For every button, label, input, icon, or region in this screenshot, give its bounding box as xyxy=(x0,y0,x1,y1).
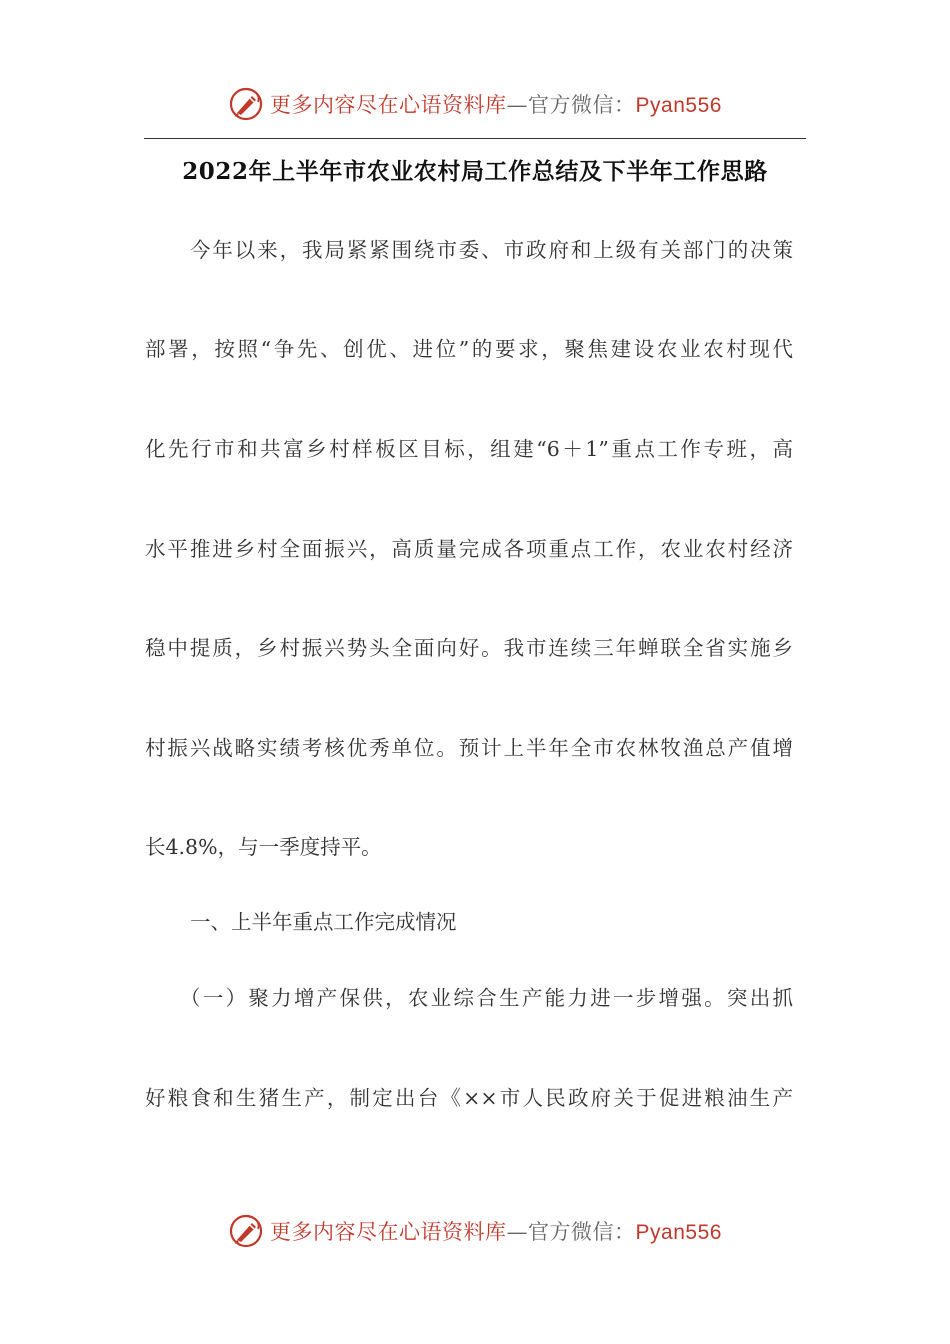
paragraph-line: 村振兴战略实绩考核优秀单位。预计上半年全市农林牧渔总产值增 xyxy=(145,736,793,760)
header-brand-wechat: 官方微信： xyxy=(528,93,636,117)
header-divider xyxy=(144,138,806,139)
header-brand-dash: — xyxy=(506,93,529,117)
header-brand-text xyxy=(270,89,722,119)
header-brand-main: 更多内容尽在心语资料库 xyxy=(270,93,507,117)
paragraph-line: 稳中提质，乡村振兴势头全面向好。我市连续三年蝉联全省实施乡 xyxy=(145,636,793,660)
footer-brand-text xyxy=(270,1216,722,1246)
paragraph-line: 水平推进乡村全面振兴，高质量完成各项重点工作，农业农村经济 xyxy=(145,537,793,561)
footer-brand-dash: — xyxy=(506,1220,529,1244)
paragraph-line: 化先行市和共富乡村样板区目标，组建“6＋1”重点工作专班，高 xyxy=(145,437,793,461)
pen-nib-logo-icon xyxy=(228,86,264,122)
footer-brand xyxy=(0,1211,950,1251)
document-title: 2022年上半年市农业农村局工作总结及下半年工作思路 xyxy=(182,158,768,185)
section-heading: 一、上半年重点工作完成情况 xyxy=(190,910,457,934)
footer-brand-id: Pyan556 xyxy=(635,1221,722,1244)
paragraph-line: （一）聚力增产保供，农业综合生产能力进一步增强。突出抓 xyxy=(180,986,793,1010)
pen-nib-logo-icon xyxy=(228,1213,264,1249)
paragraph-line: 好粮食和生猪生产，制定出台《××市人民政府关于促进粮油生产 xyxy=(145,1086,793,1110)
header-brand xyxy=(0,84,950,124)
footer-brand-wechat: 官方微信： xyxy=(528,1220,636,1244)
paragraph-line: 部署，按照“争先、创优、进位”的要求，聚焦建设农业农村现代 xyxy=(145,337,793,361)
paragraph-line: 今年以来，我局紧紧围绕市委、市政府和上级有关部门的决策 xyxy=(190,238,793,262)
header-brand-id: Pyan556 xyxy=(635,94,722,117)
paragraph-line: 长4.8%，与一季度持平。 xyxy=(145,835,382,859)
footer-brand-main: 更多内容尽在心语资料库 xyxy=(270,1220,507,1244)
